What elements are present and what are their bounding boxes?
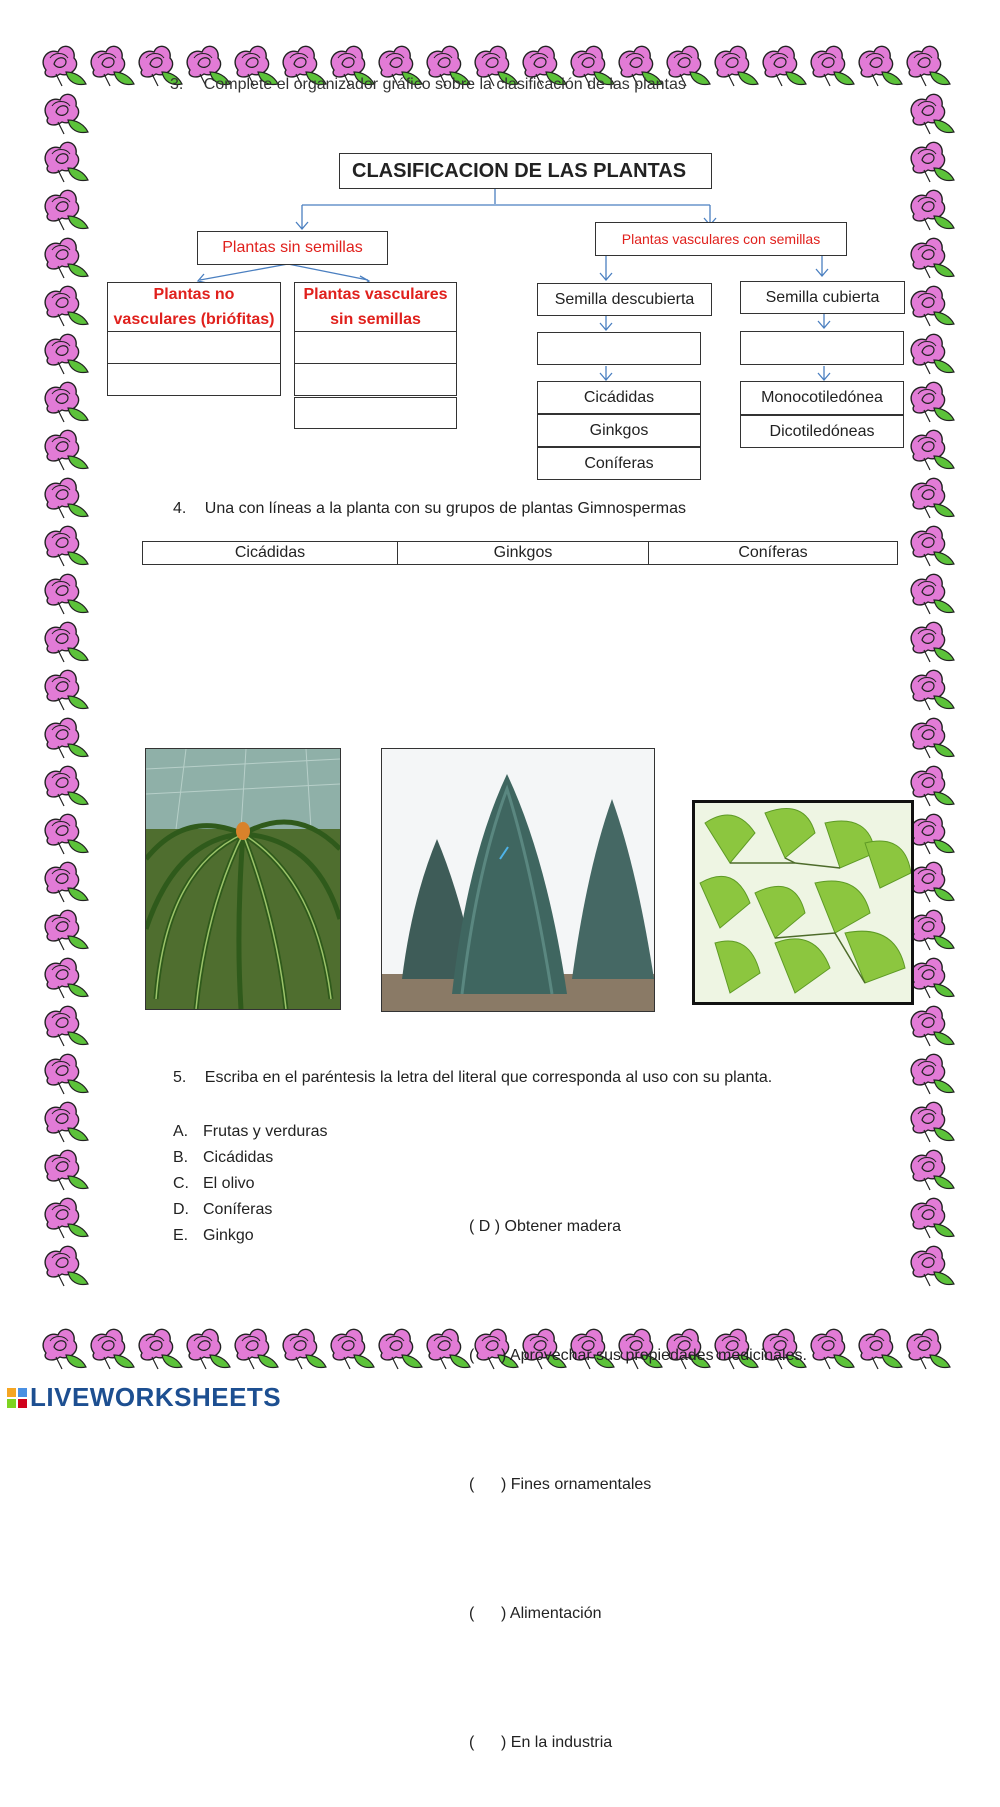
rose-icon	[331, 1329, 374, 1369]
rose-icon	[45, 910, 88, 950]
dicotiledoneas-box: Dicotiledóneas	[740, 415, 904, 448]
rose-icon	[187, 1329, 230, 1369]
rose-icon	[91, 1329, 134, 1369]
q5-header	[173, 1069, 772, 1087]
rose-icon	[45, 1102, 88, 1142]
rose-icon	[45, 1246, 88, 1286]
rose-icon	[911, 574, 954, 614]
rose-icon	[45, 958, 88, 998]
rose-icon	[911, 958, 954, 998]
use-item-industria[interactable]: ( ) En la industria	[469, 1734, 613, 1751]
semilla-cubierta-box: Semilla cubierta	[740, 281, 905, 314]
conifer-trees-photo[interactable]	[381, 748, 655, 1012]
rose-icon	[911, 1006, 954, 1046]
rose-icon	[139, 1329, 182, 1369]
q3-number: 3.	[170, 76, 184, 93]
table-header-ginkgos: Ginkgos	[398, 542, 649, 564]
blank-answer-box[interactable]	[294, 397, 457, 429]
q4-number: 4.	[173, 500, 187, 517]
q4-text: Una con líneas a la planta con su grupos de plantas Gimnospermas	[204, 500, 686, 517]
rose-icon	[45, 670, 88, 710]
rose-icon	[811, 1329, 854, 1369]
blank-answer-box[interactable]	[107, 331, 281, 364]
rose-icon	[911, 1054, 954, 1094]
use-item-madera[interactable]: ( D ) Obtener madera	[469, 1218, 622, 1235]
gymnosperm-table	[142, 541, 898, 565]
rose-icon	[45, 1006, 88, 1046]
rose-icon	[45, 718, 88, 758]
q3-text: Complete el organizador gráfico sobre la clasificación de las plantas	[203, 76, 686, 93]
plantas-sin-semillas-box: Plantas sin semillas	[197, 231, 388, 265]
coniferas-box: Coníferas	[537, 447, 701, 480]
rose-icon	[45, 1054, 88, 1094]
blank-answer-box[interactable]	[294, 363, 457, 396]
rose-icon	[911, 1102, 954, 1142]
monocotiledonea-box: Monocotiledónea	[740, 381, 904, 415]
list-item: A. Frutas y verduras	[173, 1123, 328, 1140]
rose-icon	[45, 814, 88, 854]
rose-icon	[911, 766, 954, 806]
plantas-vasculares-con-semillas-box: Plantas vasculares con semillas	[595, 222, 847, 256]
list-item: C. El olivo	[173, 1175, 255, 1192]
table-header-coniferas: Coníferas	[738, 544, 808, 561]
list-item: D. Coníferas	[173, 1201, 273, 1218]
rose-icon	[45, 1198, 88, 1238]
rose-icon	[45, 526, 88, 566]
q4-header	[173, 500, 686, 518]
rose-icon	[911, 1198, 954, 1238]
rose-icon	[235, 1329, 278, 1369]
rose-icon	[45, 1150, 88, 1190]
rose-icon	[45, 766, 88, 806]
plant-options-list	[173, 1119, 327, 1249]
rose-icon	[45, 862, 88, 902]
rose-icon	[911, 718, 954, 758]
semilla-descubierta-box: Semilla descubierta	[537, 283, 712, 316]
q5-text: Escriba en el paréntesis la letra del literal que corresponda al uso con su planta.	[204, 1069, 773, 1086]
rose-icon	[911, 526, 954, 566]
rose-icon	[379, 1329, 422, 1369]
use-item-ornamentales[interactable]: ( ) Fines ornamentales	[469, 1476, 652, 1493]
list-item: E. Ginkgo	[173, 1227, 254, 1244]
rose-icon	[427, 1329, 470, 1369]
rose-icon	[911, 910, 954, 950]
ginkgos-box: Ginkgos	[537, 414, 701, 447]
rose-icon	[911, 1150, 954, 1190]
uses-list	[469, 1119, 807, 1807]
logo-icon	[6, 1387, 28, 1409]
cycad-palm-photo[interactable]	[145, 748, 341, 1010]
blank-answer-box[interactable]	[107, 363, 281, 396]
rose-icon	[45, 574, 88, 614]
cicadidas-box: Cicádidas	[537, 381, 701, 414]
plantas-no-vasculares-box: Plantas no vasculares (briófitas)	[107, 282, 281, 332]
rose-icon	[283, 1329, 326, 1369]
chart-title: CLASIFICACION DE LAS PLANTAS	[339, 153, 712, 189]
blank-answer-box[interactable]	[537, 332, 701, 365]
q5-number: 5.	[173, 1069, 187, 1086]
rose-icon	[45, 622, 88, 662]
logo-text: LIVEWORKSHEETS	[30, 1382, 282, 1412]
rose-icon	[911, 814, 954, 854]
rose-icon	[911, 622, 954, 662]
ginkgo-leaves-photo[interactable]	[692, 800, 914, 1005]
rose-icon	[911, 862, 954, 902]
use-item-medicinales[interactable]: ( ) Aprovechar sus propiedades medicinales.	[469, 1347, 807, 1364]
rose-icon	[907, 1329, 950, 1369]
rose-icon	[911, 670, 954, 710]
liveworksheets-logo[interactable]	[6, 1382, 281, 1413]
blank-answer-box[interactable]	[740, 331, 904, 365]
table-header-cicadidas: Cicádidas	[143, 542, 398, 564]
plantas-vasculares-sin-semillas-box: Plantas vasculares sin semillas	[294, 282, 457, 332]
rose-icon	[43, 1329, 86, 1369]
list-item: B. Cicádidas	[173, 1149, 274, 1166]
rose-icon	[859, 1329, 902, 1369]
use-item-alimentacion[interactable]: ( ) Alimentación	[469, 1605, 602, 1622]
blank-answer-box[interactable]	[294, 331, 457, 364]
rose-icon	[911, 1246, 954, 1286]
